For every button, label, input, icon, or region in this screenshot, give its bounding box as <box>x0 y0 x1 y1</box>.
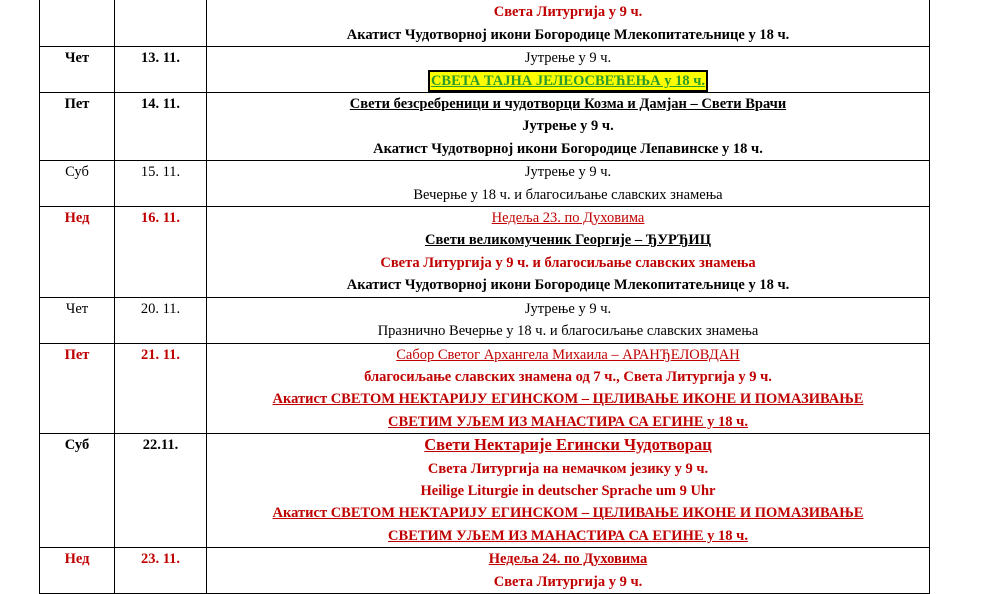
event-text: Свети безсребреници и чудотворци Козма и Дамјан – Свети Врачи <box>349 96 787 113</box>
event-line <box>207 366 929 388</box>
event-text: Heilige Liturgie in deutscher Sprache um 9 Uhr <box>420 482 716 499</box>
events-cell <box>207 47 930 93</box>
event-line <box>207 525 929 547</box>
event-line <box>207 434 929 457</box>
events-cell <box>207 297 930 343</box>
event-line <box>207 502 929 524</box>
event-line <box>207 207 929 229</box>
day-cell: Суб <box>40 161 115 207</box>
day-cell: Пет <box>40 93 115 161</box>
event-text: Свети великомученик Георгије – ЂУРЂИЦ <box>425 232 711 249</box>
event-line <box>207 93 929 115</box>
event-text: Света Литургија у 9 ч. <box>493 4 643 21</box>
events-cell <box>207 161 930 207</box>
event-line <box>207 298 929 320</box>
event-line <box>207 548 929 570</box>
schedule-row <box>40 47 930 93</box>
day-cell: Пет <box>40 343 115 434</box>
event-text: Акатист Чудотворној икони Богородице Лепавинске у 18 ч. <box>373 140 763 157</box>
events-cell <box>207 0 930 47</box>
event-line <box>207 184 929 206</box>
day-cell: Нед <box>40 207 115 298</box>
schedule-row <box>40 343 930 434</box>
event-text: СВЕТИМ УЉЕМ ИЗ МАНАСТИРА СА ЕГИНЕ у 18 ч. <box>388 413 748 430</box>
event-text: Вечерње у 18 ч. и благосиљање славских знамења <box>413 186 723 203</box>
date-cell <box>115 0 207 47</box>
schedule-row <box>40 93 930 161</box>
date-cell: 22.11. <box>115 434 207 548</box>
event-text: Недеља 23. по Духовима <box>491 210 645 227</box>
event-text: Јутрење у 9 ч. <box>524 50 612 67</box>
event-line <box>207 388 929 410</box>
date-cell: 15. 11. <box>115 161 207 207</box>
event-text: Света Литургија на немачком језику у 9 ч. <box>427 460 709 477</box>
event-line <box>207 70 929 92</box>
event-text: Акатист Чудотворној икони Богородице Млекопитатељнице у 18 ч. <box>346 26 790 43</box>
event-line <box>207 115 929 137</box>
event-line <box>207 161 929 183</box>
events-cell <box>207 548 930 594</box>
event-text: благосиљање славских знамена од 7 ч., Света Литургија у 9 ч. <box>364 368 772 385</box>
event-line <box>207 24 929 46</box>
day-cell <box>40 0 115 47</box>
event-line <box>207 252 929 274</box>
event-text: Света Литургија у 9 ч. и благосиљање славских знамења <box>380 254 756 271</box>
event-text: Јутрење у 9 ч. <box>524 164 612 181</box>
event-text: Празнично Вечерње у 18 ч. и благосиљање славских знамења <box>377 323 759 340</box>
event-text: Сабор Светог Архангела Михаила – АРАНЂЕЛОВДАН <box>396 346 740 363</box>
event-text: Акатист СВЕТОМ НЕКТАРИЈУ ЕГИНСКОМ – ЦЕЛИВАЊЕ ИКОНЕ И ПОМАЗИВАЊЕ <box>272 391 864 408</box>
event-line <box>207 47 929 69</box>
schedule-body <box>40 0 930 593</box>
event-line <box>207 274 929 296</box>
event-line <box>207 480 929 502</box>
event-text: Свети Нектарије Егински Чудотворац <box>424 435 712 455</box>
schedule-row <box>40 0 930 47</box>
event-line <box>207 229 929 251</box>
day-cell: Суб <box>40 434 115 548</box>
schedule-row <box>40 434 930 548</box>
event-line <box>207 571 929 593</box>
event-text: СВЕТА ТАЈНА ЈЕЛЕОСВЕЋЕЊА у 18 ч. <box>430 72 706 89</box>
events-cell <box>207 343 930 434</box>
event-line <box>207 1 929 23</box>
event-text: Јутрење у 9 ч. <box>522 118 614 135</box>
events-cell <box>207 93 930 161</box>
event-line <box>207 344 929 366</box>
event-line <box>207 411 929 433</box>
event-text: Акатист Чудотворној икони Богородице Млекопитатељнице у 18 ч. <box>346 277 790 294</box>
events-cell <box>207 434 930 548</box>
date-cell: 23. 11. <box>115 548 207 594</box>
date-cell: 13. 11. <box>115 47 207 93</box>
schedule-table <box>39 0 930 594</box>
event-text: СВЕТИМ УЉЕМ ИЗ МАНАСТИРА СА ЕГИНЕ у 18 ч. <box>388 527 748 544</box>
day-cell: Чет <box>40 297 115 343</box>
schedule-row <box>40 207 930 298</box>
event-text: Јутрење у 9 ч. <box>524 300 612 317</box>
day-cell: Нед <box>40 548 115 594</box>
event-line <box>207 458 929 480</box>
date-cell: 20. 11. <box>115 297 207 343</box>
event-line <box>207 138 929 160</box>
day-cell: Чет <box>40 47 115 93</box>
event-text: Недеља 24. по Духовима <box>488 551 648 568</box>
date-cell: 16. 11. <box>115 207 207 298</box>
events-cell <box>207 207 930 298</box>
schedule-row <box>40 161 930 207</box>
date-cell: 14. 11. <box>115 93 207 161</box>
event-line <box>207 320 929 342</box>
event-text: Акатист СВЕТОМ НЕКТАРИЈУ ЕГИНСКОМ – ЦЕЛИВАЊЕ ИКОНЕ И ПОМАЗИВАЊЕ <box>272 505 864 522</box>
event-text: Света Литургија у 9 ч. <box>493 573 643 590</box>
date-cell: 21. 11. <box>115 343 207 434</box>
schedule-row <box>40 297 930 343</box>
schedule-row <box>40 548 930 594</box>
